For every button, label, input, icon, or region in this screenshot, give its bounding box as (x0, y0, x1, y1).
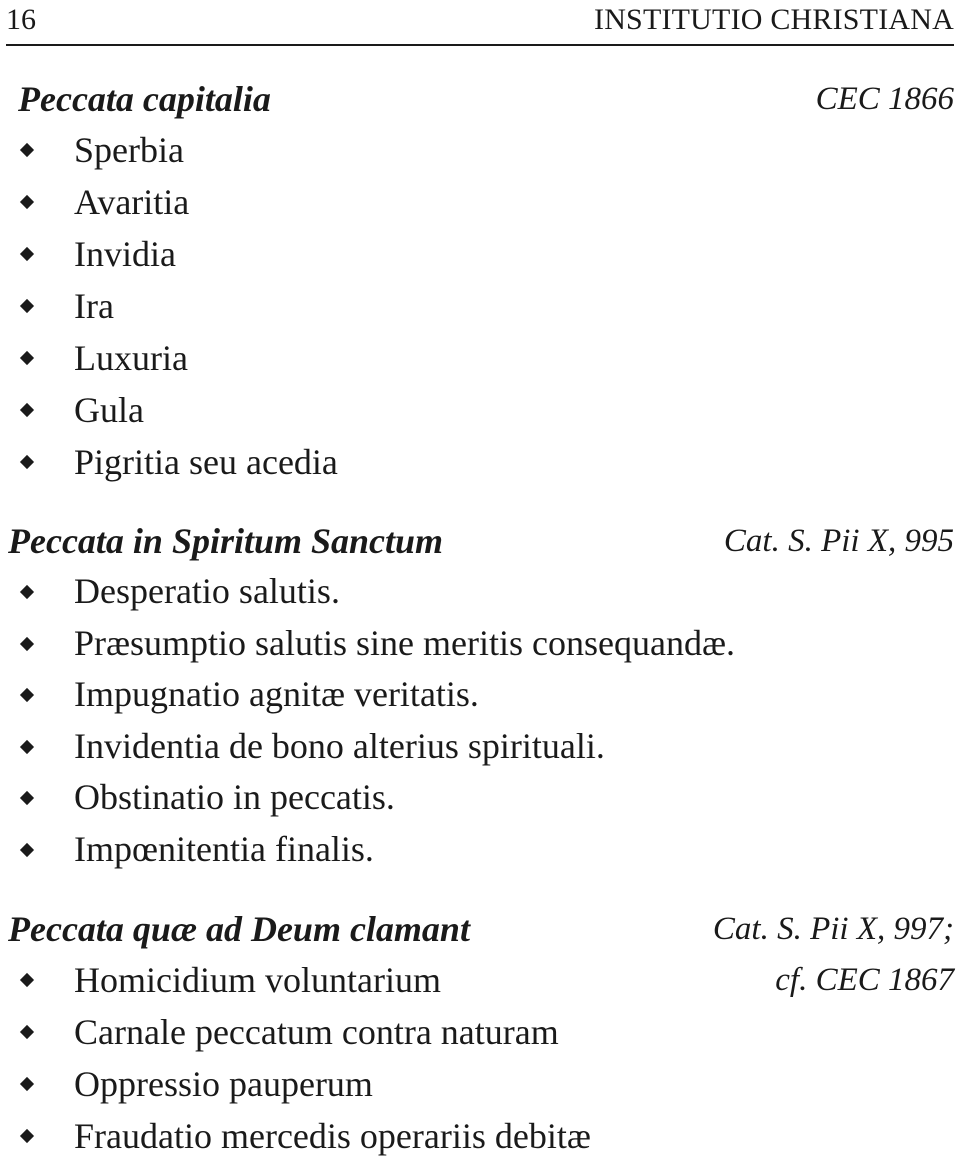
list-item-text: Desperatio salutis. (74, 571, 340, 611)
section-heading (0, 906, 960, 954)
section-title: Peccata in Spiritum Sanctum (8, 521, 444, 561)
list-item (0, 176, 960, 228)
page-number: 16 (6, 3, 36, 36)
section-peccata-capitalia (0, 76, 960, 488)
diamond-bullet-icon (20, 585, 34, 599)
section-heading (0, 76, 960, 124)
diamond-bullet-icon (20, 739, 34, 753)
sin-list (0, 954, 960, 1162)
diamond-bullet-icon (20, 1129, 34, 1143)
list-item-text: Impugnatio agnitæ veritatis. (74, 674, 479, 714)
list-item-text: Luxuria (74, 338, 188, 378)
list-item-text: Invidentia de bono alterius spirituali. (74, 725, 605, 766)
running-head (6, 0, 954, 46)
list-item (0, 954, 960, 1006)
list-item-text: Pigritia seu acedia (74, 442, 338, 482)
section-heading (0, 518, 960, 566)
list-item-text: Carnale peccatum contra naturam (74, 1012, 559, 1052)
diamond-bullet-icon (20, 299, 34, 313)
list-item-text: Invidia (74, 234, 176, 274)
section-title: Peccata quæ ad Deum clamant (8, 909, 470, 949)
section-peccata-in-spiritum-sanctum (0, 518, 960, 875)
list-item-text: Gula (74, 390, 144, 430)
section-reference: Cat. S. Pii X, 995 (723, 523, 954, 559)
running-title: INSTITUTIO CHRISTIANA (594, 3, 954, 36)
diamond-bullet-icon (20, 455, 34, 469)
list-item (0, 824, 960, 876)
list-item-text: Impœnitentia finalis. (74, 828, 374, 869)
list-item (0, 1006, 960, 1058)
list-item (0, 384, 960, 436)
diamond-bullet-icon (20, 791, 34, 805)
list-item (0, 228, 960, 280)
list-item-text: Obstinatio in peccatis. (74, 777, 395, 817)
list-item (0, 124, 960, 176)
sin-list (0, 566, 960, 875)
list-item (0, 280, 960, 332)
list-item (0, 1058, 960, 1110)
diamond-bullet-icon (20, 842, 34, 856)
diamond-bullet-icon (20, 247, 34, 261)
list-item (0, 436, 960, 488)
list-item-text: Homicidium voluntarium (74, 960, 441, 1000)
diamond-bullet-icon (20, 143, 34, 157)
list-item-text: Oppressio pauperum (74, 1064, 373, 1104)
sin-list (0, 124, 960, 488)
diamond-bullet-icon (20, 973, 34, 987)
diamond-bullet-icon (20, 1025, 34, 1039)
diamond-bullet-icon (20, 195, 34, 209)
list-item (0, 332, 960, 384)
list-item (0, 721, 960, 773)
list-item-reference: cf. CEC 1867 (775, 962, 954, 998)
list-item-text: Fraudatio mercedis operariis debitæ (74, 1116, 591, 1156)
list-item-text: Præsumptio salutis sine meritis consequandæ. (74, 622, 735, 663)
list-item (0, 669, 960, 721)
diamond-bullet-icon (20, 403, 34, 417)
diamond-bullet-icon (20, 1077, 34, 1091)
list-item-text: Sperbia (74, 130, 184, 170)
section-peccata-quae-ad-deum-clamant (0, 906, 960, 1162)
list-item-text: Avaritia (74, 182, 190, 222)
diamond-bullet-icon (20, 636, 34, 650)
list-item-text: Ira (74, 286, 114, 326)
list-item (0, 772, 960, 824)
list-item (0, 618, 960, 670)
section-reference: Cat. S. Pii X, 997; (712, 911, 954, 947)
list-item (0, 1110, 960, 1162)
diamond-bullet-icon (20, 351, 34, 365)
list-item (0, 566, 960, 618)
section-title: Peccata capitalia (18, 79, 271, 119)
diamond-bullet-icon (20, 688, 34, 702)
section-reference: CEC 1866 (815, 81, 954, 117)
